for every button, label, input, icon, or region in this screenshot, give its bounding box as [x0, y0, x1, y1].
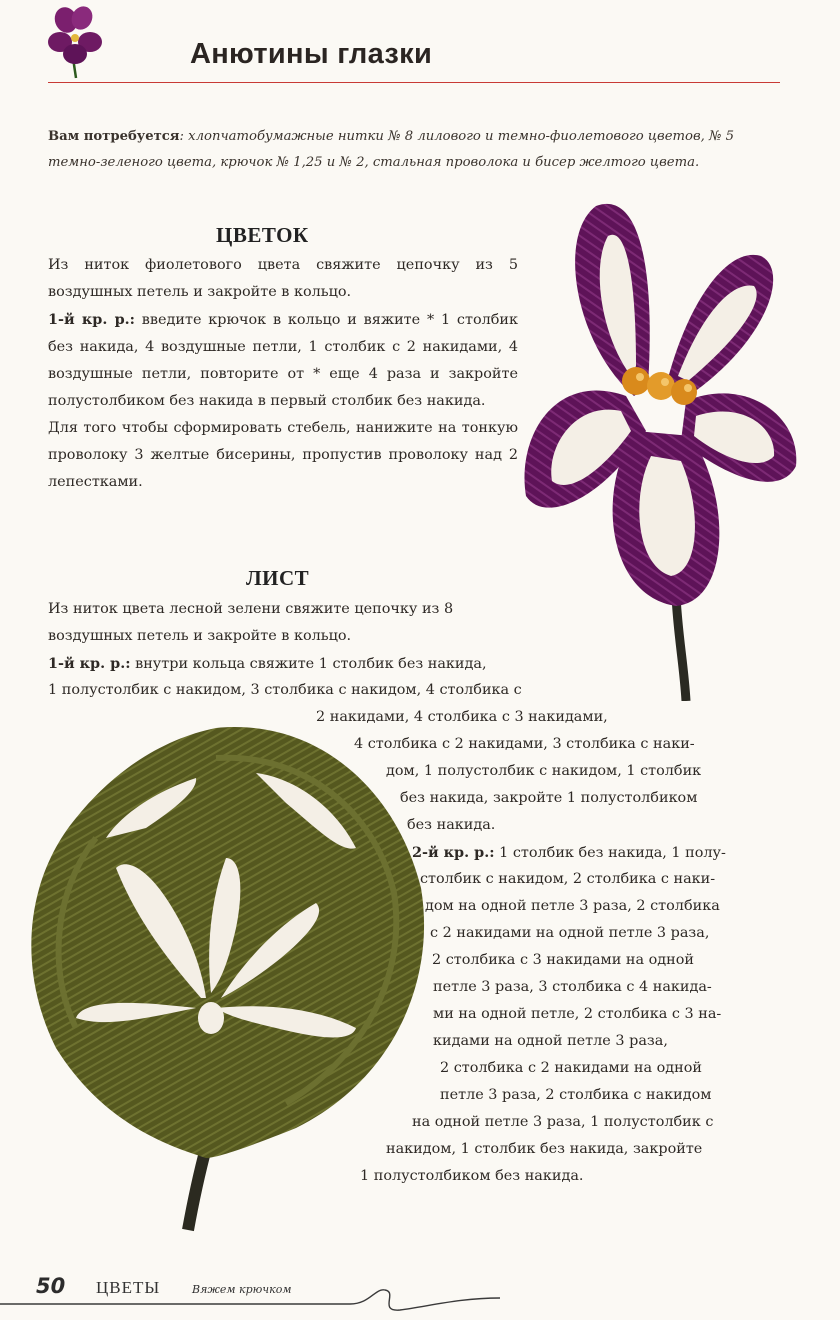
leaf-row1-line: без накида, закройте 1 полустолбиком	[400, 790, 698, 806]
leaf-row2-line: 2 столбика с 3 накидами на одной	[432, 952, 694, 968]
leaf-row2-line: столбик с накидом, 2 столбика с наки-	[420, 871, 716, 887]
flower-instructions	[48, 252, 518, 496]
materials-label: Вам потребуется	[48, 129, 180, 144]
page-title: Анютины глазки	[190, 38, 433, 70]
footer-series-name: Вяжем крючком	[192, 1283, 292, 1296]
footer-section-name: ЦВЕТЫ	[96, 1278, 161, 1297]
crochet-leaf-image	[16, 718, 436, 1238]
leaf-row1-line: дом, 1 полустолбик с накидом, 1 столбик	[386, 763, 702, 779]
flower-row1	[48, 306, 518, 415]
leaf-row2-line: 2-й кр. р.: 1 столбик без накида, 1 полу-	[412, 844, 726, 861]
leaf-row2-line: с 2 накидами на одной петле 3 раза,	[430, 925, 710, 941]
leaf-row2-line: петле 3 раза, 2 столбика с накидом	[440, 1087, 712, 1103]
leaf-row2-line: дом на одной петле 3 раза, 2 столбика	[425, 898, 720, 914]
leaf-row1-label: 1-й кр. р.:	[48, 655, 131, 672]
flower-stem-text: Для того чтобы сформировать стебель, нанижите на тонкую проволоку 3 желтые бисерины, пропустив проволоку над 2 лепестками.	[48, 420, 518, 490]
leaf-row1-line: без накида.	[407, 817, 496, 833]
leaf-row2-line: накидом, 1 столбик без накида, закройте	[386, 1141, 703, 1157]
leaf-row1-line: 4 столбика с 2 накидами, 3 столбика с наки-	[354, 736, 695, 752]
leaf-row2-line: 2 столбика с 2 накидами на одной	[440, 1060, 702, 1076]
leaf-row2-line: на одной петле 3 раза, 1 полустолбик с	[412, 1114, 714, 1130]
title-rule	[48, 82, 780, 83]
leaf-section-title: ЛИСТ	[246, 566, 310, 590]
flower-intro: Из ниток фиолетового цвета свяжите цепочку из 5 воздушных петель и закройте в кольцо.	[48, 257, 518, 300]
leaf-row1-line: 1-й кр. р.: внутри кольца свяжите 1 столбик без накида,	[48, 655, 487, 672]
flower-row1-label: 1-й кр. р.:	[48, 311, 135, 328]
pansy-flower-icon	[48, 2, 104, 80]
materials-text: : хлопчатобумажные нитки № 8 лилового и темно-фиолетового цветов, № 5 темно-зеленого цвета, крючок № 1,25 и № 2, стальная проволока и бисер желтого цвета.	[48, 129, 735, 170]
leaf-row2-line: кидами на одной петле 3 раза,	[433, 1033, 668, 1049]
flower-row1-text: введите крючок в кольцо и вяжите * 1 столбик без накида, 4 воздушные петли, 1 столбик с 2 накидами, 4 воздушные петли, повторите от * еще 4 раза и закройте полустолбиком без накида в первый столбик без накида.	[48, 312, 518, 409]
leaf-row1-line: 2 накидами, 4 столбика с 3 накидами,	[316, 709, 608, 725]
leaf-row1-line: 1 полустолбик с накидом, 3 столбика с накидом, 4 столбика с	[48, 682, 522, 698]
leaf-row2-label: 2-й кр. р.:	[412, 844, 495, 861]
leaf-row2-line: петле 3 раза, 3 столбика с 4 накида-	[433, 979, 712, 995]
flower-section-title: ЦВЕТОК	[216, 223, 309, 247]
leaf-intro: Из ниток цвета лесной зелени свяжите цепочку из 8 воздушных петель и закройте в кольцо.	[48, 601, 454, 644]
leaf-intro-block	[48, 596, 648, 650]
page-number: 50	[36, 1274, 66, 1298]
leaf-row2-line: 1 полустолбиком без накида.	[360, 1168, 584, 1184]
leaf-row2-line: ми на одной петле, 2 столбика с 3 на-	[433, 1006, 722, 1022]
materials-paragraph	[48, 124, 768, 176]
